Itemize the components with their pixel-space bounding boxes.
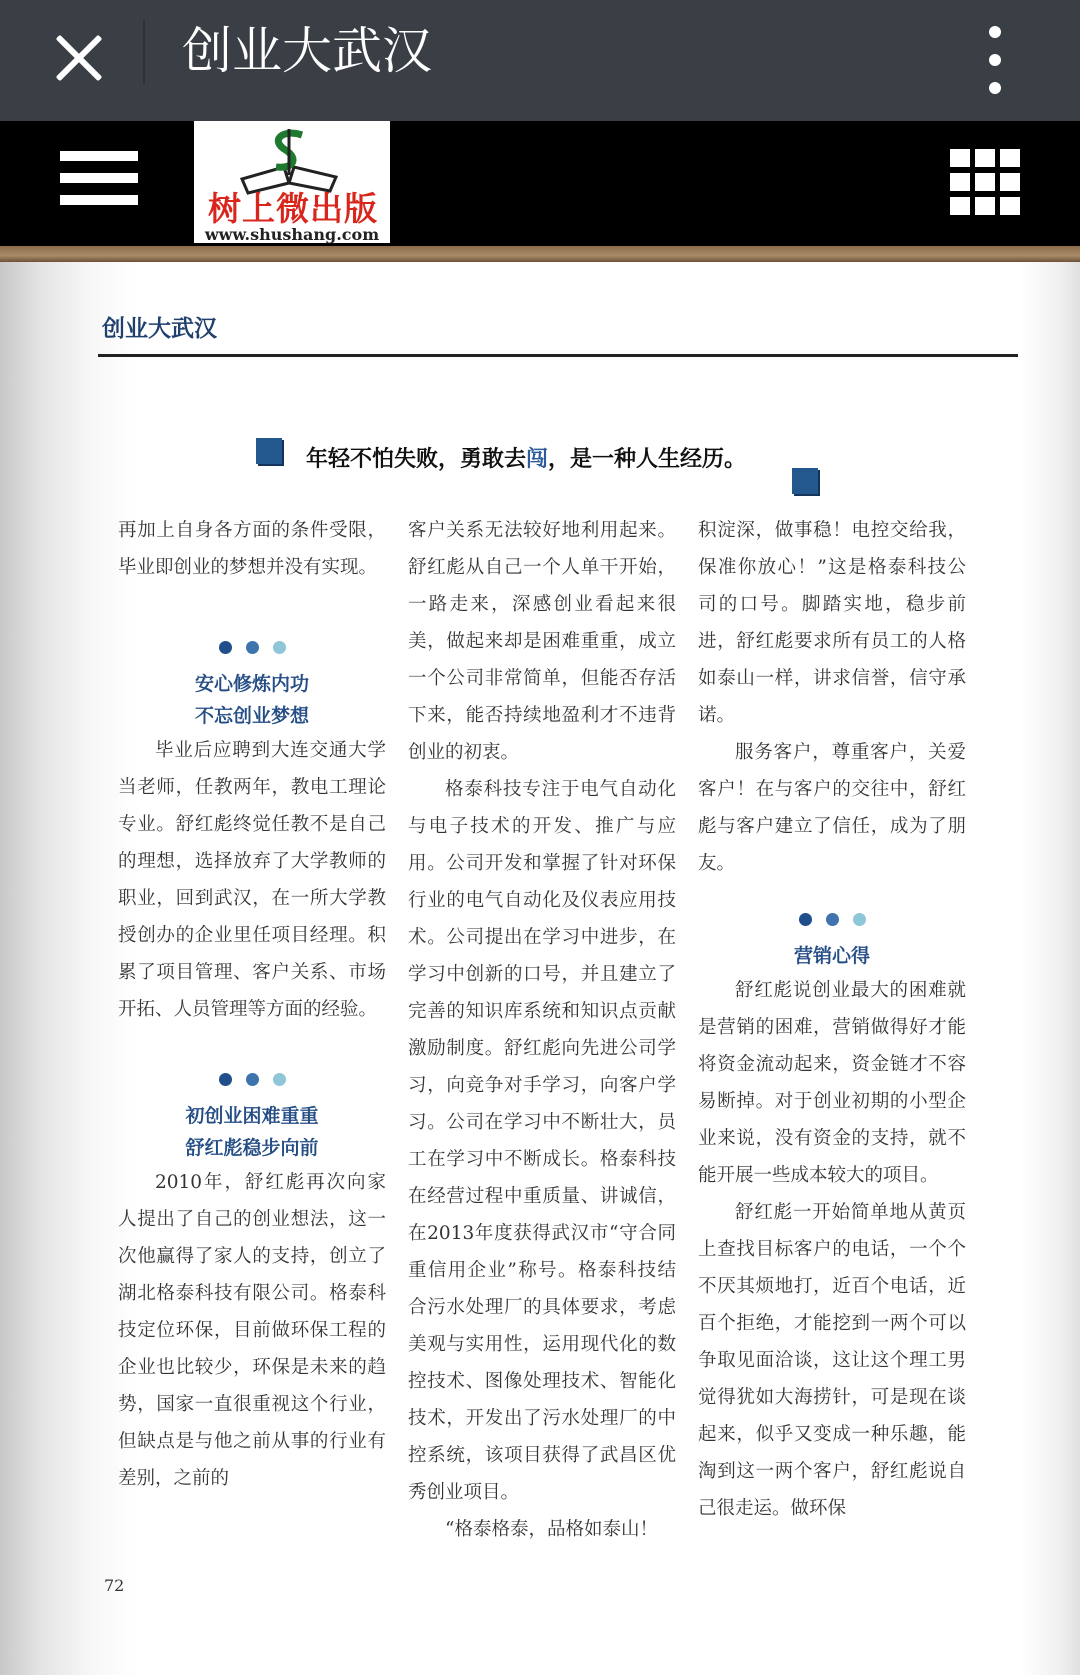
pull-quote bbox=[306, 442, 746, 473]
paragraph: 客户关系无法较好地利用起来。舒红彪从自己一个人单干开始，一路走来，深感创业看起来很美，做起来却是困难重重，成立一个公司非常简单，但能否存活下来，能否持续地盈利才不违背创业的初衷。 bbox=[408, 520, 676, 763]
more-vertical-icon[interactable] bbox=[975, 18, 1015, 102]
hamburger-menu-icon[interactable] bbox=[60, 151, 138, 215]
subheading: 安心修炼内功 bbox=[194, 673, 309, 695]
quote-mark-icon bbox=[792, 468, 818, 494]
pull-quote-text-end: ，是一种人生经历。 bbox=[548, 447, 747, 472]
logo-book-icon bbox=[234, 127, 344, 197]
dots-divider-icon bbox=[118, 1062, 386, 1100]
magazine-nav-bar bbox=[0, 121, 1080, 246]
subheading: 不忘创业梦想 bbox=[194, 705, 309, 727]
pull-quote-text: 年轻不怕失败，勇敢去 bbox=[306, 447, 527, 472]
paragraph: 再加上自身各方面的条件受限，毕业即创业的梦想并没有实现。 bbox=[118, 520, 386, 578]
app-top-bar bbox=[0, 0, 1080, 121]
decorative-strip bbox=[0, 246, 1080, 262]
divider bbox=[98, 354, 1018, 357]
close-icon[interactable] bbox=[42, 22, 114, 94]
paragraph: 舒红彪说创业最大的困难就是营销的困难，营销做得好才能将资金流动起来，资金链才不容易断掉。对于创业初期的小型企业来说，没有资金的支持，就不能开展一些成本较大的项目。 bbox=[698, 980, 966, 1186]
page-number: 72 bbox=[104, 1576, 125, 1595]
paragraph: 毕业后应聘到大连交通大学当老师，任教两年，教电工理论专业。舒红彪终觉任教不是自己的理想，选择放弃了大学教师的职业，回到武汉，在一所大学教授创办的企业里任项目经理。积累了项目管理、客户关系、市场开拓、人员管理等方面的经验。 bbox=[118, 740, 386, 1020]
logo-text: 树上微出版 bbox=[208, 189, 378, 228]
paragraph: 积淀深，做事稳！电控交给我，保准你放心！”这是格泰科技公司的口号。脚踏实地，稳步前进，舒红彪要求所有员工的人格如泰山一样，讲求信誉，信守承诺。 bbox=[698, 520, 966, 726]
app-title: 创业大武汉 bbox=[182, 22, 432, 80]
article-column-2 bbox=[408, 512, 676, 1548]
magazine-page[interactable] bbox=[0, 262, 1080, 1675]
article-column-1 bbox=[118, 512, 386, 1497]
quote-mark-icon bbox=[256, 438, 282, 464]
dots-divider-icon bbox=[698, 902, 966, 940]
paragraph: 2010年，舒红彪再次向家人提出了自己的创业想法，这一次他赢得了家人的支持，创立了湖北格泰科技有限公司。格泰科技定位环保，目前做环保工程的企业也比较少，环保是未来的趋势，国家一直很重视这个行业，但缺点是与他之前从事的行业有差别，之前的 bbox=[118, 1172, 386, 1489]
divider bbox=[143, 20, 145, 84]
subheading: 初创业困难重重 bbox=[185, 1105, 319, 1127]
paragraph: “格泰格泰，品格如泰山！ bbox=[445, 1519, 658, 1540]
paragraph: 舒红彪一开始简单地从黄页上查找目标客户的电话，一个个不厌其烦地打，近百个电话，近百个拒绝，才能挖到一两个可以争取见面洽谈，这让这个理工男觉得犹如大海捞针，可是现在谈起来，似乎又变成一种乐趣，能淘到这一两个客户，舒红彪说自己很走运。做环保 bbox=[698, 1202, 966, 1519]
logo-url: www.shushang.com bbox=[204, 225, 380, 244]
subheading: 舒红彪稳步向前 bbox=[185, 1137, 319, 1159]
subheading: 营销心得 bbox=[793, 945, 870, 967]
paragraph: 服务客户，尊重客户，关爱客户！在与客户的交往中，舒红彪与客户建立了信任，成为了朋友。 bbox=[698, 742, 966, 874]
publisher-logo[interactable] bbox=[194, 121, 390, 243]
pull-quote-accent: 闯 bbox=[526, 447, 549, 472]
grid-icon[interactable] bbox=[950, 149, 1020, 215]
section-title: 创业大武汉 bbox=[102, 316, 217, 342]
paragraph: 格泰科技专注于电气自动化与电子技术的开发、推广与应用。公司开发和掌握了针对环保行业的电气自动化及仪表应用技术。公司提出在学习中进步，在学习中创新的口号，并且建立了完善的知识库系统和知识点贡献激励制度。舒红彪向先进公司学习，向竞争对手学习，向客户学习。公司在学习中不断壮大，员工在学习中不断成长。格泰科技在经营过程中重质量、讲诚信，在2013年度获得武汉市“守合同重信用企业”称号。格泰科技结合污水处理厂的具体要求，考虑美观与实用性，运用现代化的数控技术、图像处理技术、智能化技术，开发出了污水处理厂的中控系统，该项目获得了武昌区优秀创业项目。 bbox=[408, 779, 676, 1503]
article-column-3 bbox=[698, 512, 966, 1527]
dots-divider-icon bbox=[118, 630, 386, 668]
